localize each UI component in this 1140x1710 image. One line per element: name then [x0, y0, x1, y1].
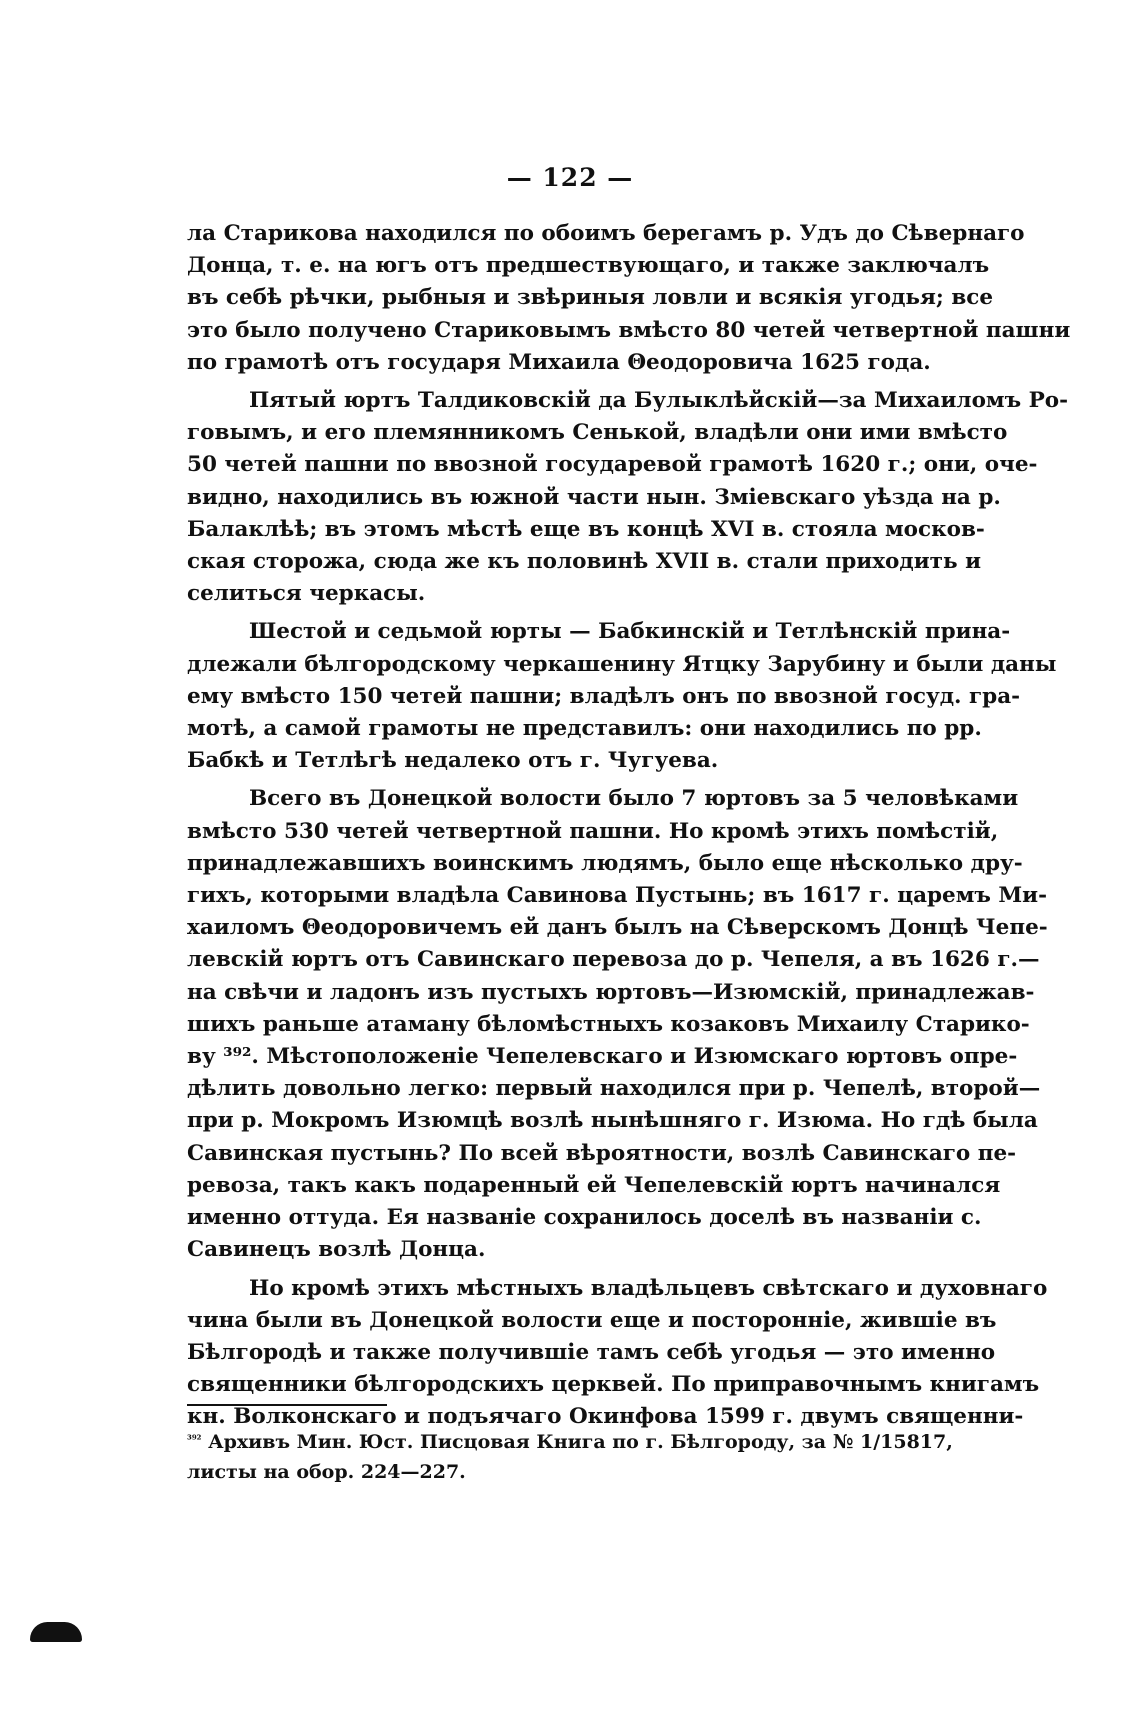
footnote-text: Архивъ Мин. Юст. Писцовая Книга по г. Бѣлгороду, за № 1/15817,: [208, 1431, 953, 1453]
paragraph: [187, 385, 1068, 610]
body-text: [187, 218, 1071, 1434]
footnote-rule: [187, 1404, 387, 1406]
text-line: вмѣсто 530 четей четвертной пашни. Но кромѣ этихъ помѣстій,: [187, 818, 999, 844]
text-line: ревоза, такъ какъ подаренный ей Чепелевскій юртъ начинался: [187, 1172, 1001, 1198]
text-line: ла Старикова находился по обоимъ берегамъ р. Удъ до Сѣвернаго: [187, 221, 1025, 246]
paragraph: [187, 218, 1071, 379]
text-line: чина были въ Донецкой волости еще и посторонніе, жившіе въ: [187, 1307, 997, 1333]
text-line: Бѣлгородѣ и также получившіе тамъ себѣ угодья — это именно: [187, 1339, 996, 1365]
text-line: дѣлить довольно легко: первый находился при р. Чепелѣ, второй—: [187, 1076, 1041, 1102]
text-line: 50 четей пашни по ввозной государевой грамотѣ 1620 г.; они, оче-: [187, 452, 1038, 478]
text-line: мотѣ, а самой грамоты не представилъ: они находились по рр.: [187, 716, 982, 742]
text-line: священники бѣлгородскихъ церквей. По приправочнымъ книгамъ: [187, 1372, 1040, 1398]
ink-blot: [30, 1622, 82, 1642]
text-line: ему вмѣсто 150 четей пашни; владѣлъ онъ по ввозной госуд. гра-: [187, 683, 1021, 709]
text-line: шихъ раньше атаману бѣломѣстныхъ козаковъ Михаилу Старико-: [187, 1011, 1030, 1037]
text-line: принадлежавшихъ воинскимъ людямъ, было еще нѣсколько дру-: [187, 850, 1023, 876]
text-line: по грамотѣ отъ государя Михаила Θеодоровича 1625 года.: [187, 349, 931, 375]
text-line: ская сторожа, сюда же къ половинѣ XVII в. стали приходить и: [187, 549, 982, 575]
text-line: длежали бѣлгородскому черкашенину Ятцку Зарубину и были даны: [187, 651, 1057, 677]
text-line: Донца, т. е. на югъ отъ предшествующаго, и также заключалъ: [187, 253, 990, 279]
footnote-line: [187, 1427, 970, 1457]
text-line: кн. Волконскаго и подъячаго Окинфова 1599 г. двумъ священни-: [187, 1404, 1024, 1430]
text-line: въ себѣ рѣчки, рыбныя и звѣриныя ловли и всякія угодья; все: [187, 285, 994, 311]
footnote-line: листы на обор. 224—227.: [187, 1461, 466, 1483]
text-line: ву ³⁹². Мѣстоположеніе Чепелевскаго и Изюмскаго юртовъ опре-: [187, 1044, 1018, 1070]
text-line: Всего въ Донецкой волости было 7 юртовъ за 5 человѣками: [249, 786, 1019, 812]
text-line: на свѣчи и ладонъ изъ пустыхъ юртовъ—Изюмскій, принадлежав-: [187, 979, 1035, 1005]
text-line: левскій юртъ отъ Савинскаго перевоза до р. Чепеля, а въ 1626 г.—: [187, 947, 1040, 973]
text-line: это было получено Стариковымъ вмѣсто 80 четей четвертной пашни: [187, 317, 1071, 343]
text-line: видно, находились въ южной части нын. Зміевскаго уѣзда на р.: [187, 484, 1001, 510]
paragraph: [187, 616, 1057, 777]
paragraph: [187, 783, 1048, 1266]
text-line: Шестой и седьмой юрты — Бабкинскій и Тетлѣнскій прина-: [249, 619, 1011, 645]
text-line: Бабкѣ и Тетлѣгѣ недалеко отъ г. Чугуева.: [187, 748, 719, 774]
paragraph: [187, 1273, 1048, 1434]
page-number: — 122 —: [506, 163, 634, 192]
text-line: при р. Мокромъ Изюмцѣ возлѣ нынѣшняго г. Изюма. Но гдѣ была: [187, 1108, 1038, 1134]
text-line: Савинецъ возлѣ Донца.: [187, 1237, 486, 1263]
footnote-marker: ³⁹²: [187, 1433, 202, 1446]
text-line: Пятый юртъ Талдиковскій да Булыклѣйскій—за Михаиломъ Ро-: [249, 388, 1068, 414]
text-line: именно оттуда. Ея названіе сохранилось доселѣ въ названіи с.: [187, 1205, 982, 1231]
text-line: Савинская пустынь? По всей вѣроятности, возлѣ Савинскаго пе-: [187, 1140, 1017, 1166]
text-line: Балаклѣѣ; въ этомъ мѣстѣ еще въ концѣ XVI в. стояла москов-: [187, 516, 985, 542]
text-line: селиться черкасы.: [187, 581, 426, 607]
footnote: [187, 1427, 970, 1487]
text-line: говымъ, и его племянникомъ Сенькой, владѣли они ими вмѣсто: [187, 420, 1008, 446]
text-line: Но кромѣ этихъ мѣстныхъ владѣльцевъ свѣтскаго и духовнаго: [249, 1275, 1048, 1301]
text-line: гихъ, которыми владѣла Савинова Пустынь; въ 1617 г. царемъ Ми-: [187, 883, 1048, 909]
text-line: хаиломъ Θеодоровичемъ ей данъ былъ на Сѣверскомъ Донцѣ Чепе-: [187, 915, 1048, 941]
